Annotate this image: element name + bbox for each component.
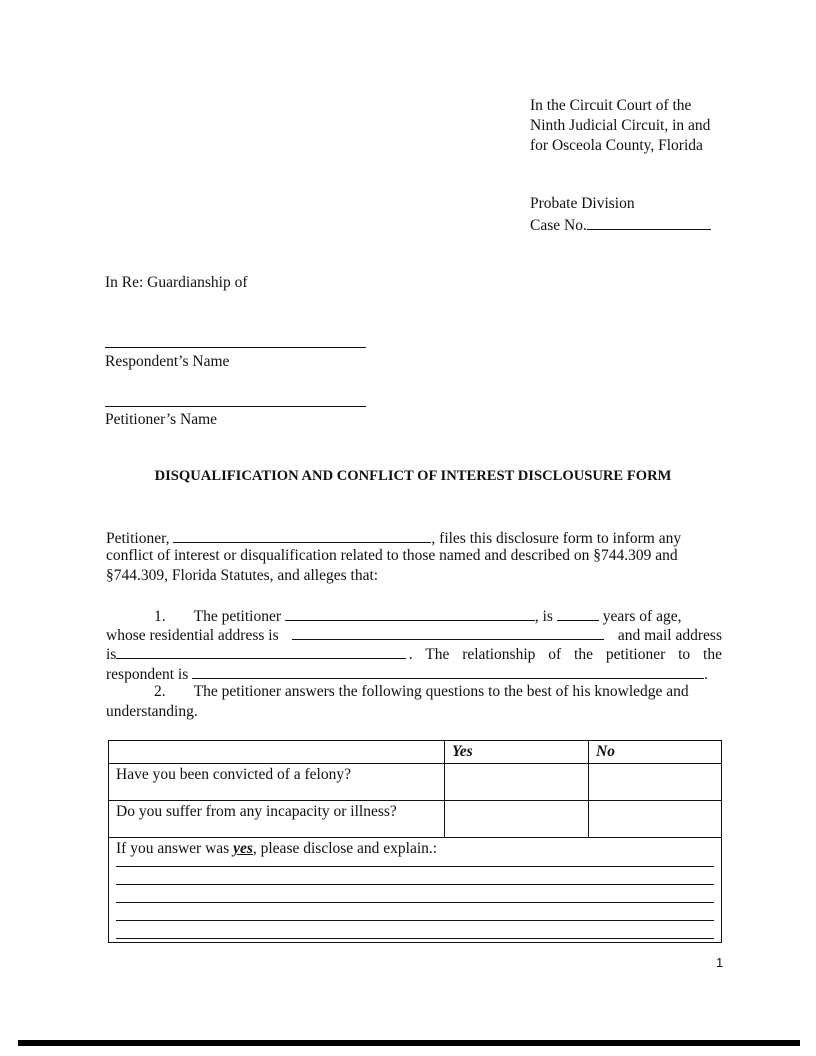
- text: Petitioner,: [106, 530, 170, 547]
- respondent-name-field[interactable]: [105, 347, 366, 348]
- mail-address-field[interactable]: [116, 644, 406, 659]
- text: is: [106, 646, 117, 663]
- item1-line-4: [106, 664, 722, 684]
- header-yes: Yes: [445, 741, 589, 764]
- age-field[interactable]: [557, 606, 599, 621]
- explanation-field[interactable]: [116, 866, 714, 939]
- case-number-label: Case No.: [530, 217, 587, 234]
- court-line-3: for Osceola County, Florida: [530, 137, 703, 154]
- text: .: [704, 666, 708, 683]
- text: If you answer was: [116, 840, 234, 857]
- division: Probate Division: [530, 195, 635, 212]
- text: conflict of interest or disqualification related to those named and described on §744.309 and: [106, 547, 678, 564]
- text: understanding.: [106, 703, 198, 720]
- header-blank: [109, 741, 445, 764]
- text: The petitioner answers the following questions to the best of his knowledge and: [193, 683, 689, 700]
- explain-label: [116, 840, 714, 858]
- questions-table: [108, 740, 722, 943]
- item1-line-3: [106, 644, 722, 664]
- case-number-field[interactable]: [587, 215, 711, 230]
- text: respondent is: [106, 666, 189, 683]
- petitioner-name-field-2[interactable]: [285, 606, 535, 621]
- text: , please disclose and explain.:: [252, 840, 438, 857]
- court-line-2: Ninth Judicial Circuit, in and: [530, 117, 711, 134]
- header-no: No: [589, 741, 722, 764]
- intro-line-1: [106, 528, 722, 548]
- text: . The relationship of the petitioner to the: [408, 646, 722, 663]
- felony-yes-cell[interactable]: [445, 764, 589, 801]
- intro-line-2: [106, 547, 722, 565]
- intro-line-3: [106, 567, 722, 585]
- court-line-1: In the Circuit Court of the: [530, 97, 692, 114]
- text: , files this disclosure form to inform any: [431, 530, 682, 547]
- form-title: DISQUALIFICATION AND CONFLICT OF INTEREST DISCLOUSURE FORM: [154, 468, 672, 484]
- footer-bar: [18, 1040, 800, 1046]
- petitioner-label: Petitioner’s Name: [105, 411, 218, 428]
- yes-emphasis: yes: [233, 840, 253, 857]
- explain-row: [109, 838, 722, 943]
- incapacity-yes-cell[interactable]: [445, 801, 589, 838]
- felony-no-cell[interactable]: [589, 764, 722, 801]
- residential-address-field[interactable]: [292, 625, 604, 640]
- question-incapacity: Do you suffer from any incapacity or illness?: [109, 801, 445, 838]
- text: The petitioner: [193, 608, 281, 625]
- item2-line-1: [106, 683, 722, 701]
- item-number: 1.: [154, 608, 166, 625]
- text: years of age,: [602, 608, 682, 625]
- text: , is: [534, 608, 553, 625]
- relationship-field[interactable]: [192, 664, 704, 679]
- table-header: [109, 741, 722, 764]
- question-felony: Have you been convicted of a felony?: [109, 764, 445, 801]
- item1-line-1: [106, 606, 722, 626]
- item1-line-2: [106, 625, 722, 645]
- case-number: [530, 215, 711, 235]
- page-number: 1: [716, 955, 724, 970]
- petitioner-name-field[interactable]: [105, 406, 366, 407]
- text: and mail address: [617, 627, 722, 644]
- item2-line-2: [106, 703, 722, 721]
- respondent-label: Respondent’s Name: [105, 353, 230, 370]
- petitioner-field[interactable]: [173, 528, 431, 543]
- text: §744.309, Florida Statutes, and alleges that:: [106, 567, 379, 584]
- table-row: [109, 801, 722, 838]
- text: whose residential address is: [106, 627, 279, 644]
- in-re: In Re: Guardianship of: [105, 274, 248, 291]
- item-number: 2.: [154, 683, 166, 700]
- table-row: [109, 764, 722, 801]
- incapacity-no-cell[interactable]: [589, 801, 722, 838]
